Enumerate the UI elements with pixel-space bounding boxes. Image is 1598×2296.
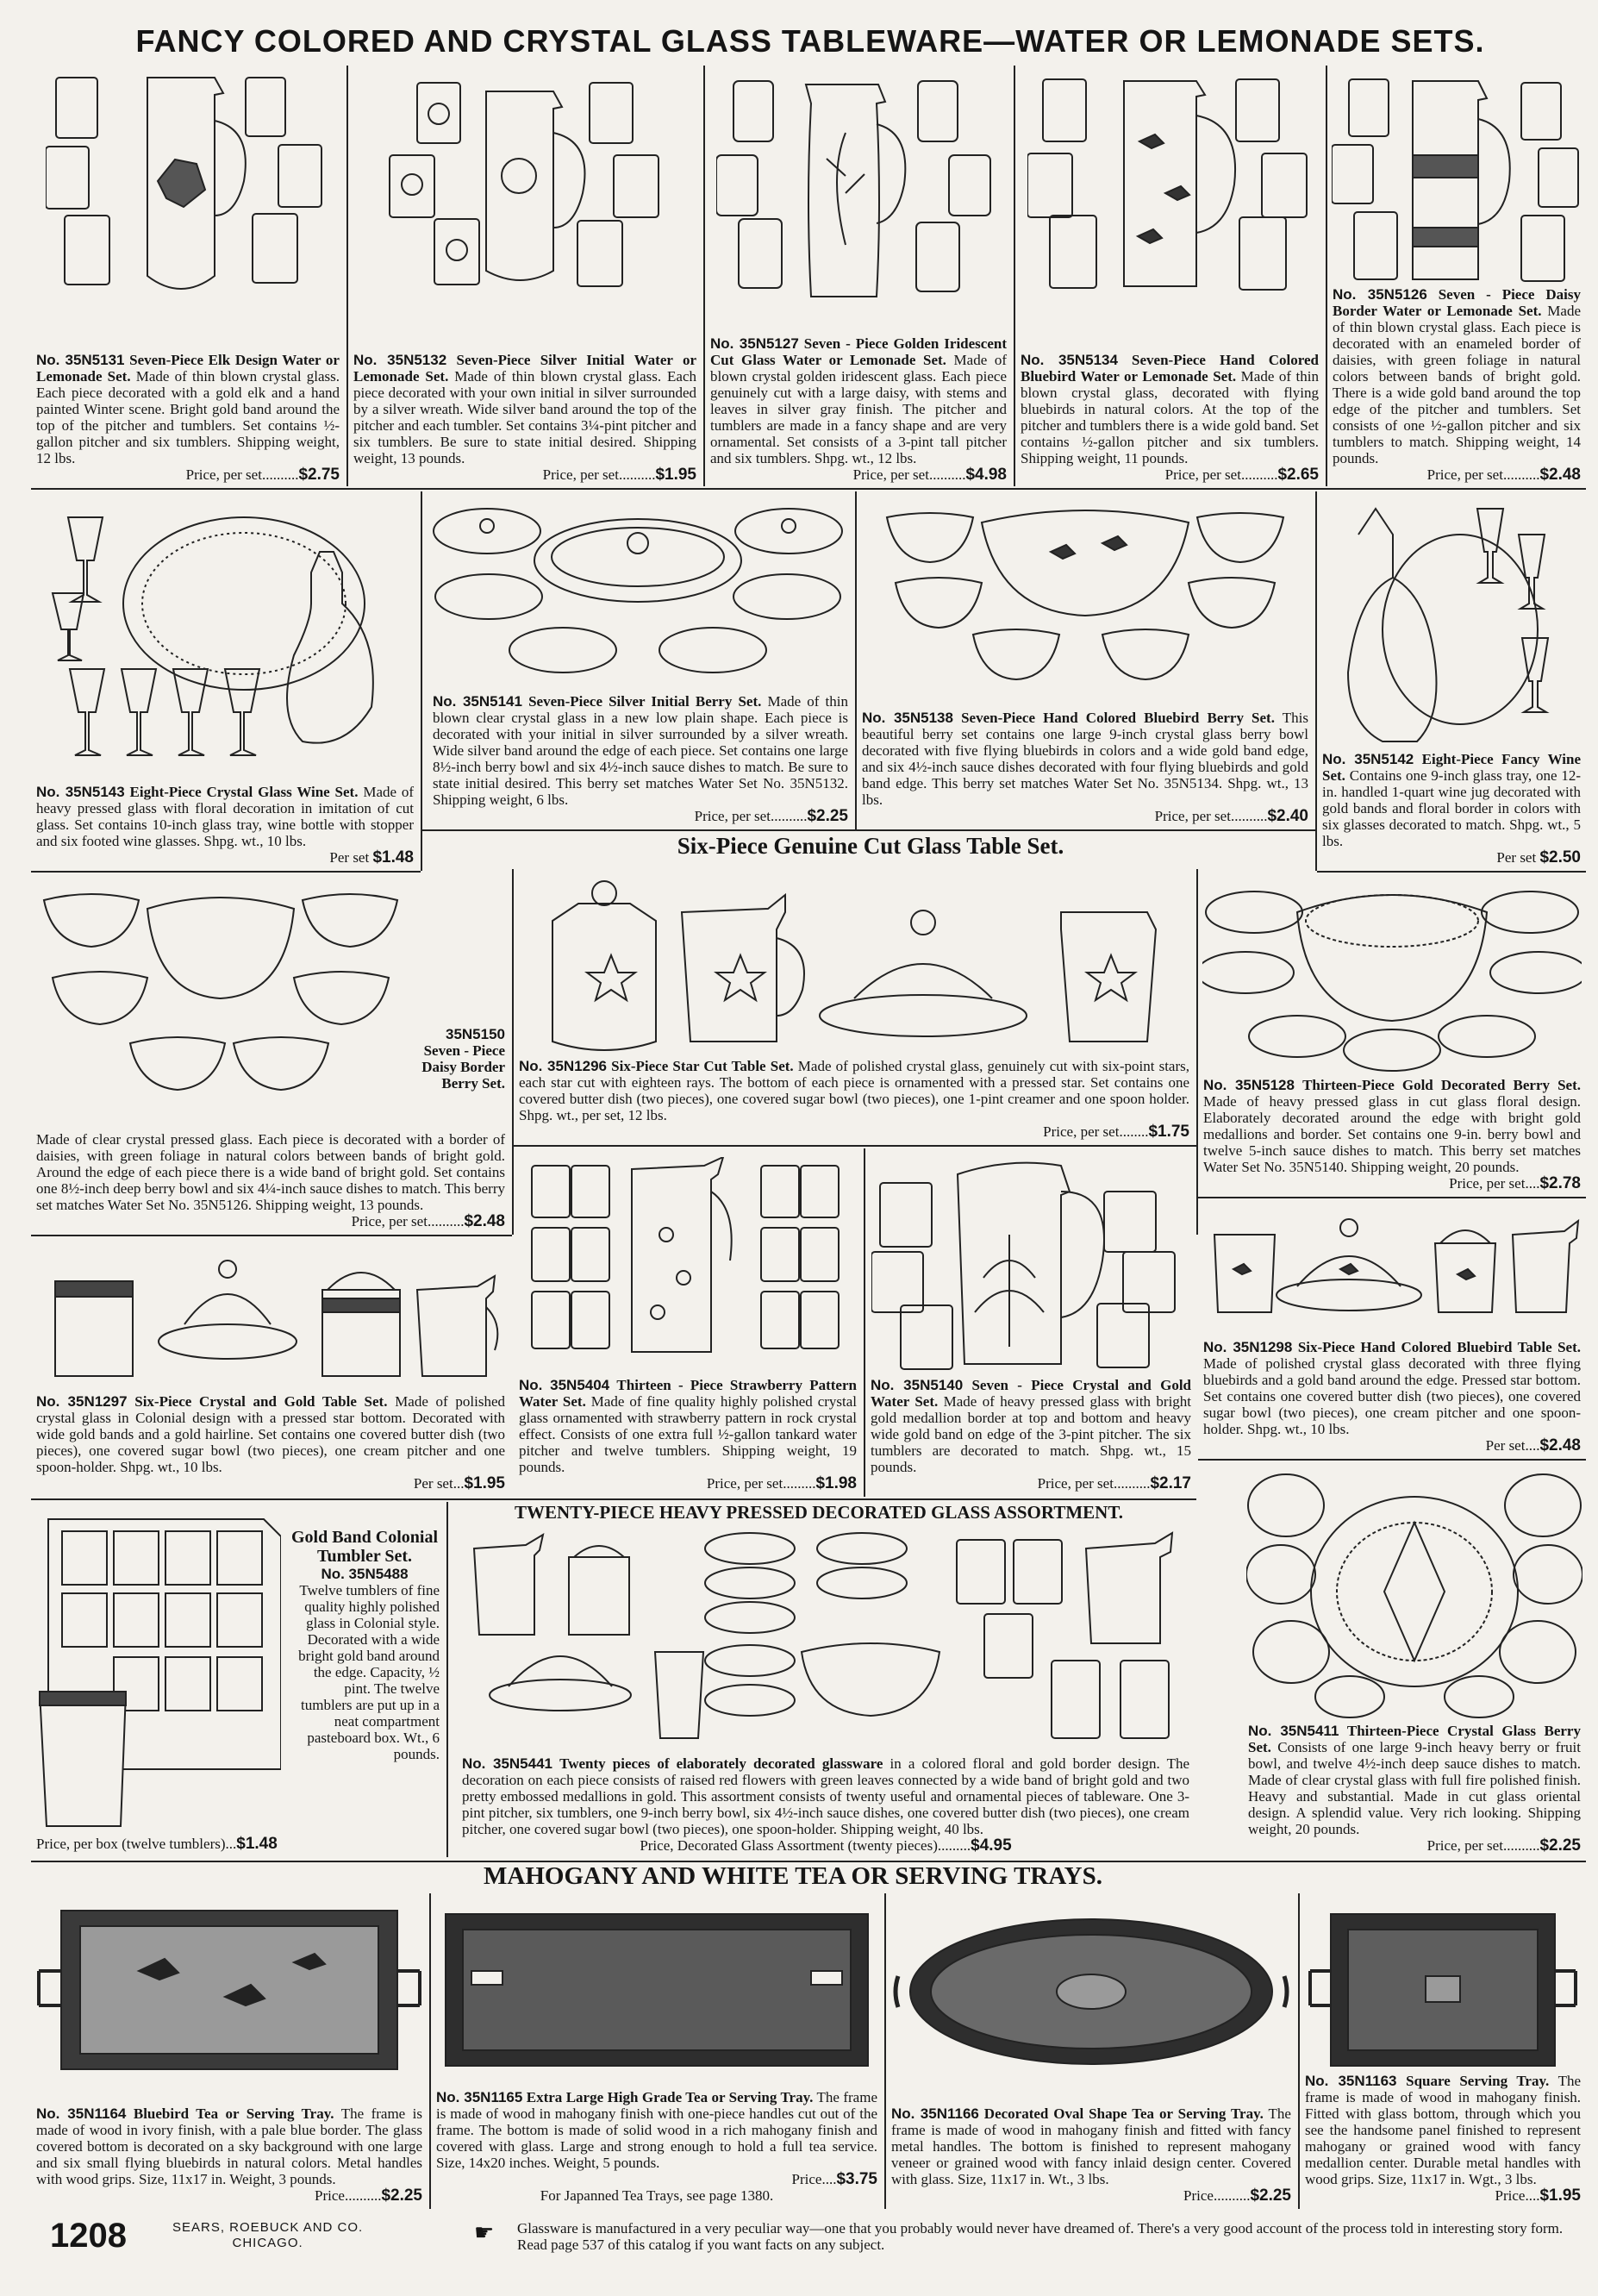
product-bluebird-table-set: [1198, 1200, 1586, 1459]
page-title: FANCY COLORED AND CRYSTAL GLASS TABLEWARE—WATER OR LEMONADE SETS.: [135, 23, 1485, 59]
product-price: $2.48: [1539, 466, 1581, 484]
product-description: No. 35N5132 Seven-Piece Silver Initial Water or Lemonade Set. Made of thin blown crystal glass. Each piece decorated with your own initial in silver surrounded by a silver wreath. Wide silver band around the top of the pitcher and each tumbler. Set contains 3¼-pint pitcher and six tumblers. Be sure to state initial desired. Shipping weight, 13 pounds. Price, per set..........$1.95: [353, 352, 697, 484]
product-description: No. 35N5131 Seven-Piece Elk Design Water or Lemonade Set. Made of thin blown crystal glass. Each piece decorated with a gold elk and a hand painted Winter scene. Bright gold band around the top of the pitcher and tumblers. Set contains ½-gallon pitcher and six tumblers. Shipping weight, 12 lbs. Price, per set..........$2.75: [36, 352, 340, 484]
product-daisy-water-set: [1327, 64, 1586, 488]
product-crystal-gold-table-set: [31, 1238, 510, 1497]
publisher-city: CHICAGO.: [232, 2236, 303, 2250]
product-description: No. 35N5404 Thirteen - Piece Strawberry Pattern Water Set. Made of fine quality highly polished crystal glass ornamented with strawberry pattern in rock crystal effect. Consists of one extra full ½-gallon tankard water pitcher and twelve tumblers. Shipping weight, 19 pounds. Price, per set.........$1.98: [519, 1377, 858, 1492]
product-description: No. 35N5127 Seven - Piece Golden Iridescent Cut Glass Water or Lemonade Set. Made of blown crystal golden iridescent glass. Each piece genuinely cut with a large daisy, with stems and leaves in silver gray finish. The pitcher and tumblers are made in a fancy shape and are very ornamental. Set consists of a 3-pint tall pitcher and six tumblers. Shpg. wt., 12 lbs. Price, per set..........$4.98: [710, 335, 1007, 484]
product-price: $2.17: [1150, 1474, 1191, 1492]
product-large-tray: [431, 1893, 883, 2209]
product-price: $1.48: [372, 848, 414, 866]
product-description: No. 35N5411 Thirteen-Piece Crystal Glass Berry Set. Consists of one large 9-inch heavy berry or fruit bowl, and twelve 4½-inch deep sauce dishes to match. Made of clear crystal glass with full fire polished finish. Heavy and substantial. Made in cut glass oriental design. A splendid value. Very rich looking. Shipping weight, 20 pounds. Price, per set..........$2.25: [1248, 1723, 1582, 1855]
product-price: $2.75: [298, 466, 340, 484]
bluebird-tray-illustration: [31, 1893, 428, 2078]
large-tray-illustration: [431, 1893, 883, 2078]
product-gold-berry-set: [1198, 869, 1586, 1197]
product-square-tray: [1300, 1893, 1586, 2209]
product-description: 35N5150 Seven - Piece Daisy Border Berry Set.: [421, 1026, 505, 1092]
product-description: No. 35N1164 Bluebird Tea or Serving Tray. The frame is made of wood in ivory finish, with a pale blue border. The glass covered bottom is decorated on a sky background with one large and six small flying bluebirds in natural colors. Metal handles with wood grips. Size, 11x17 in. Weight, 3 pounds. Price..........$2.25: [36, 2105, 423, 2205]
tumbler-box-illustration: [31, 1502, 290, 1830]
daisy-pitcher-illustration: [1327, 64, 1586, 297]
product-description: No. 35N1166 Decorated Oval Shape Tea or Serving Tray. The frame is made of wood in mahogany finish and fitted with fancy metal handles. The bottom is finished to represent mahogany veneer or grained wood with fancy inlaid design center. Covered with glass. Size, 11x17 in. Wt., 3 lbs. Price..........$2.25: [891, 2105, 1291, 2205]
product-price: $3.75: [836, 2170, 877, 2188]
page-footer: [34, 2212, 1586, 2280]
product-price: $2.25: [1539, 1836, 1581, 1855]
decorated-assortment-illustration: [448, 1523, 1241, 1747]
product-crystal-gold-water-set: [865, 1148, 1196, 1497]
product-price: $2.50: [1539, 848, 1581, 866]
product-colonial-tumbler-set: [31, 1502, 445, 1857]
star-cut-table-set-illustration: [514, 869, 1195, 1064]
product-price: $2.48: [464, 1212, 505, 1230]
product-description: No. 35N1298 Six-Piece Hand Colored Bluebird Table Set. Made of polished crystal glass decorated with three flying bluebirds and a gold band around the edge. Pressed star bottom. Set contains one covered butter dish (two pieces), one covered sugar bowl (two pieces), one cream pitcher and one spoon-holder. Shpg. wt., 10 lbs. Per set....$2.48: [1203, 1339, 1581, 1455]
publisher-imprint: [172, 2220, 363, 2251]
product-price: $2.48: [1539, 1436, 1581, 1455]
bluebird-table-set-illustration: [1198, 1200, 1586, 1321]
iridescent-pitcher-illustration: [705, 64, 1012, 314]
product-description: No. 35N5138 Seven-Piece Hand Colored Bluebird Berry Set. This beautiful berry set contains one large 9-inch crystal glass berry bowl decorated with five flying bluebirds in colors and a wide gold band edge, and six 4½-inch sauce dishes decorated with four flying bluebirds and gold band edge. This berry set matches Water Set No. 35N5134. Shpg. wt., 13 lbs. Price, per set..........$2.40: [862, 710, 1308, 825]
product-price: $1.95: [464, 1474, 505, 1492]
product-decorated-glass-assortment: [448, 1523, 1241, 1859]
square-tray-illustration: [1300, 1893, 1586, 2078]
section-title-trays: MAHOGANY AND WHITE TEA OR SERVING TRAYS.: [484, 1862, 1102, 1890]
fancy-wine-set-illustration: [1317, 491, 1586, 759]
product-description: Gold Band Colonial Tumbler Set. No. 35N5488 Twelve tumblers of fine quality highly polished glass in Colonial style. Decorated with a wide bright gold band around the edge. Capacity, ½ pint. The twelve tumblers are put up in a neat compartment pasteboard box. Wt., 6 pounds.: [290, 1528, 440, 1762]
product-bluebird-berry-set: [857, 491, 1314, 829]
product-daisy-berry-set: [31, 874, 510, 1235]
product-silver-initial-berry-set: [422, 491, 853, 829]
elk-pitcher-illustration: [31, 64, 345, 319]
product-bluebird-tray: [31, 1893, 428, 2209]
product-description: No. 35N5143 Eight-Piece Crystal Glass Wine Set. Made of heavy pressed glass with floral decoration in imitation of cut glass. Set contains 10-inch glass tray, wine bottle with stopper and six footed wine glasses. Shpg. wt., 10 lbs. Per set $1.48: [36, 784, 415, 866]
product-description: No. 35N1297 Six-Piece Crystal and Gold Table Set. Made of polished crystal glass in Colonial design with a pressed star bottom. Decorated with wide gold bands and a gold hairline. Set contains one covered butter dish (two pieces), one covered sugar bowl (two pieces), one cream pitcher and one spoon-holder. Shpg. wt., 10 lbs. Per set...$1.95: [36, 1393, 505, 1492]
product-description: No. 35N1165 Extra Large High Grade Tea or Serving Tray. The frame is made of wood in mahogany finish with one-piece handles cut out of the frame. The bottom is made of solid wood in a rich mahogany finish and covered with glass. Large and strong enough to hold a full tea service. Size, 14x20 inches. Weight, 5 pounds. Price....$3.75 For Japanned Tea Trays, see page 1380.: [436, 2089, 877, 2204]
product-price: $4.98: [965, 466, 1007, 484]
product-star-cut-table-set: [514, 869, 1195, 1145]
product-crystal-wine-set: [31, 491, 419, 871]
crystal-gold-table-set-illustration: [31, 1238, 510, 1385]
daisy-berry-bowls-illustration: [31, 874, 410, 1116]
product-price: $1.75: [1148, 1123, 1189, 1141]
product-description: No. 35N1296 Six-Piece Star Cut Table Set. Made of polished crystal glass, genuinely cut with six-point stars, each star cut with eighteen rays. The bottom of each piece is ornamented with a pressed star. Set contains one covered butter dish (two pieces), one covered sugar bowl (two pieces), one 1-pint creamer and one spoon holder. Shpg. wt., per set, 12 lbs. Price, per set........$1.75: [519, 1058, 1189, 1141]
product-description: No. 35N5141 Seven-Piece Silver Initial Berry Set. Made of thin blown clear crystal glass in a new low plain shape. Each piece is decorated with your initial in silver surrounded by a silver wreath. Wide silver band around the edge of each piece. Set contains one large 8½-inch berry bowl and six 4½-inch sauce dishes to match. Be sure to state initial desired. This berry set matches Water Set No. 35N5132. Shipping weight, 6 lbs. Price, per set..........$2.25: [433, 693, 848, 825]
product-elk-water-set: [31, 64, 345, 488]
product-description: No. 35N5441 Twenty pieces of elaborately decorated glassware in a colored floral and gold border design. The decoration on each piece consists of raised red flowers with green leaves connected by a wide band of bright gold and two pretty embossed medallions in gold. This assortment consists of twenty useful and ornamental pieces of tableware. One 3-pint pitcher, six tumblers, one 9-inch berry bowl, six 4½-inch sauce dishes, one covered butter dish (two pieces), one cream pitcher, one covered sugar bowl (two pieces), one spoon-holder. Shipping weight, 40 lbs. Price, Decorated Glass Assortment (twenty pieces).........$4.95: [462, 1755, 1190, 1855]
product-silver-initial-water-set: [348, 64, 702, 488]
product-price: $2.25: [807, 807, 848, 825]
product-description: No. 35N5134 Seven-Piece Hand Colored Bluebird Water or Lemonade Set. Made of thin blown crystal glass, decorated with flying bluebirds in natural colors. At the top of the pitcher and tumblers there is a wide gold band. Set contains ½-gallon pitcher and six tumblers. Shipping weight, 11 pounds. Price, per set..........$2.65: [1021, 352, 1319, 484]
product-description: No. 35N5128 Thirteen-Piece Gold Decorated Berry Set. Made of heavy pressed glass in cut glass floral design. Elaborately decorated around the edge with bright gold medallions and border. Set contains one 9-in. berry bowl and twelve 5-inch sauce dishes to match. This berry set matches Water Set No. 35N5140. Shipping weight, 20 pounds. Price, per set....$2.78: [1203, 1077, 1581, 1192]
product-price: $1.95: [655, 466, 696, 484]
japanned-tray-note: For Japanned Tea Trays, see page 1380.: [540, 2187, 774, 2204]
publisher-name: SEARS, ROEBUCK AND CO.: [172, 2220, 364, 2235]
product-description: No. 35N5142 Eight-Piece Fancy Wine Set. Contains one 9-inch glass tray, one 12-in. handled 1-quart wine jug decorated with gold bands and floral border in colors with six glasses decorated to match. Shpg. wt., 5 lbs. Per set $2.50: [1322, 751, 1581, 866]
crystal-gold-pitcher-illustration: [865, 1148, 1196, 1373]
gold-berry-bowls-illustration: [1198, 869, 1586, 1076]
section-title-assortment: TWENTY-PIECE HEAVY PRESSED DECORATED GLASS ASSORTMENT.: [514, 1502, 1124, 1523]
product-price: $2.78: [1539, 1174, 1581, 1192]
product-description: No. 35N5140 Seven - Piece Crystal and Gold Water Set. Made of heavy pressed glass with bright gold medallion border at top and bottom and heavy wide gold band on edge of the 3-pint pitcher. The six tumblers are decorated to match. Shpg. wt., 15 pounds. Price, per set..........$2.17: [871, 1377, 1192, 1492]
product-description: No. 35N5126 Seven - Piece Daisy Border Water or Lemonade Set. Made of thin blown crystal glass. Each piece is decorated with an enameled border of daisies, with green foliage in natural colors between bands of bright gold. There is a wide gold band around the top edge of the pitcher and tumblers. Set consists of one ½-gallon pitcher and six tumblers to match. Shipping weight, 14 pounds. Price, per set..........$2.48: [1333, 286, 1581, 484]
silver-initial-pitcher-illustration: [348, 64, 702, 297]
product-fancy-wine-set: [1317, 491, 1586, 871]
product-price: $2.40: [1267, 807, 1308, 825]
page-number: 1208: [50, 2217, 127, 2255]
footer-note: Glassware is manufactured in a very peculiar way—one that you probably would never have dreamed of. There's a very good account of the process told in interesting story form. Read page 537 of this catalog if you want facts on any subject.: [517, 2220, 1564, 2253]
product-strawberry-water-set: [514, 1148, 862, 1497]
product-description: No. 35N1163 Square Serving Tray. The frame is made of wood in mahogany finish. Fitted with glass bottom, through which you see the handsome panel finished to represent mahogany or grained wood with fancy medallion center. Durable metal handles with wood grips. Size, 11x17 in. Wgt., 3 lbs. Price....$1.95: [1305, 2073, 1581, 2205]
silver-berry-bowls-illustration: [422, 491, 853, 681]
product-oval-tray: [886, 1893, 1296, 2209]
bluebird-berry-bowls-illustration: [857, 491, 1314, 698]
product-price: $1.48: [236, 1835, 278, 1853]
product-price: $1.98: [815, 1474, 857, 1492]
product-price: $4.95: [971, 1836, 1012, 1855]
product-price-line: Price, per box (twelve tumblers)...$1.48: [36, 1835, 278, 1853]
product-bluebird-water-set: [1015, 64, 1324, 488]
section-title-cut-glass: Six-Piece Genuine Cut Glass Table Set.: [677, 833, 1064, 859]
crystal-berry-bowls-illustration: [1243, 1462, 1586, 1721]
oval-tray-illustration: [886, 1893, 1296, 2078]
product-crystal-berry-set: [1243, 1462, 1586, 1859]
product-price: $2.25: [381, 2187, 422, 2205]
product-price: $1.95: [1539, 2187, 1581, 2205]
product-price: $2.65: [1277, 466, 1319, 484]
product-iridescent-water-set: [705, 64, 1012, 488]
product-price: $2.25: [1250, 2187, 1291, 2205]
bluebird-pitcher-illustration: [1015, 64, 1324, 305]
wine-set-illustration: [31, 491, 419, 776]
pointing-hand-icon: ☛: [474, 2220, 495, 2245]
product-description: Made of clear crystal pressed glass. Each piece is decorated with a border of daisies, with green foliage in natural colors between bands of bright gold. Around the edge of each piece there is a wide band of bright gold. Set contains one 8½-inch deep berry bowl and six 4¼-inch sauce dishes to match. This berry set matches Water Set No. 35N5126. Shipping weight, 13 pounds. Price, per set..........$2.48: [36, 1131, 505, 1230]
strawberry-pitcher-illustration: [514, 1148, 862, 1364]
